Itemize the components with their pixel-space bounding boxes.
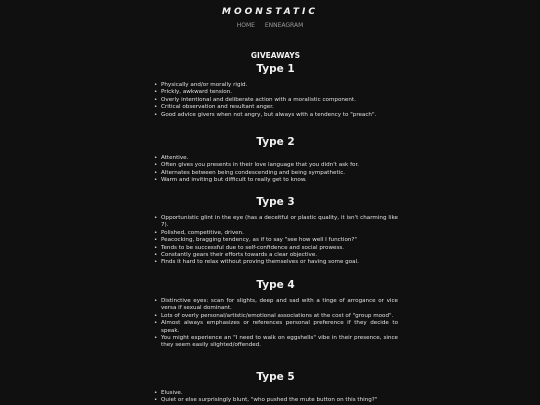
- trait-item: • Distinctive eyes: scan for slights, deep and sad with a tinge of arrogance or vice versa if sexual dominant.: [153, 298, 398, 313]
- trait-item: • Constantly gears their efforts towards a clear objective.: [153, 252, 398, 259]
- trait-item: • Overly intentional and deliberate action with a moralistic component.: [153, 97, 398, 104]
- trait-list: [153, 298, 398, 350]
- main-nav: [0, 22, 540, 29]
- trait-item: • Prickly, awkward tension.: [153, 89, 398, 96]
- trait-item: • Finds it hard to relax without proving themselves or having some goal.: [153, 259, 398, 266]
- trait-item: • Physically and/or morally rigid.: [153, 82, 398, 89]
- trait-item: • Polished, competitive, driven.: [153, 230, 398, 237]
- type-section-1: [153, 63, 398, 136]
- nav-link-enneagram[interactable]: ENNEAGRAM: [264, 22, 304, 29]
- trait-item: • Warm and inviting but difficult to really get to know.: [153, 177, 398, 184]
- trait-list: [153, 390, 398, 405]
- type-section-4: [153, 279, 398, 371]
- type-title: Type 4: [256, 279, 295, 291]
- trait-list: [153, 82, 398, 119]
- trait-item: • Good advice givers when not angry, but always with a tendency to "preach".: [153, 112, 398, 119]
- trait-item: • Attentive.: [153, 155, 398, 162]
- main-content: [153, 51, 398, 405]
- trait-item: • Often gives you presents in their love language that you didn't ask for.: [153, 162, 398, 169]
- page-heading: GIVEAWAYS: [250, 51, 301, 60]
- type-section-5: [153, 371, 398, 405]
- type-title: Type 2: [256, 136, 295, 148]
- type-title: Type 5: [256, 371, 295, 383]
- trait-item: • Almost always emphasizes or references personal preference if they decide to speak.: [153, 320, 398, 335]
- trait-item: • Lots of overly personal/artistic/emotional associations at the cost of "group mood".: [153, 313, 398, 320]
- trait-item: • Quiet or else surprisingly blunt, "who pushed the mute button on this thing?": [153, 397, 398, 404]
- trait-item: • Elusive.: [153, 390, 398, 397]
- trait-item: • Critical observation and resultant anger.: [153, 104, 398, 111]
- type-section-3: [153, 196, 398, 279]
- type-title: Type 1: [256, 63, 295, 75]
- trait-item: • Opportunistic glint in the eye (has a deceitful or plastic quality, it isn't charming like 7).: [153, 215, 398, 230]
- type-section-2: [153, 136, 398, 196]
- trait-list: [153, 215, 398, 267]
- site-title[interactable]: MOONSTATIC: [222, 7, 318, 17]
- nav-link-home[interactable]: HOME: [236, 22, 255, 29]
- trait-item: • You might experience an "I need to walk on eggshells" vibe in their presence, since they seem easily slighted/offended.: [153, 335, 398, 350]
- trait-item: • Alternates between being condescending and being sympathetic.: [153, 170, 398, 177]
- trait-item: • Peacocking, bragging tendency, as if to say "see how well I function?": [153, 237, 398, 244]
- trait-list: [153, 155, 398, 185]
- type-title: Type 3: [256, 196, 295, 208]
- trait-item: • Tends to be successful due to self-confidence and social prowess.: [153, 245, 398, 252]
